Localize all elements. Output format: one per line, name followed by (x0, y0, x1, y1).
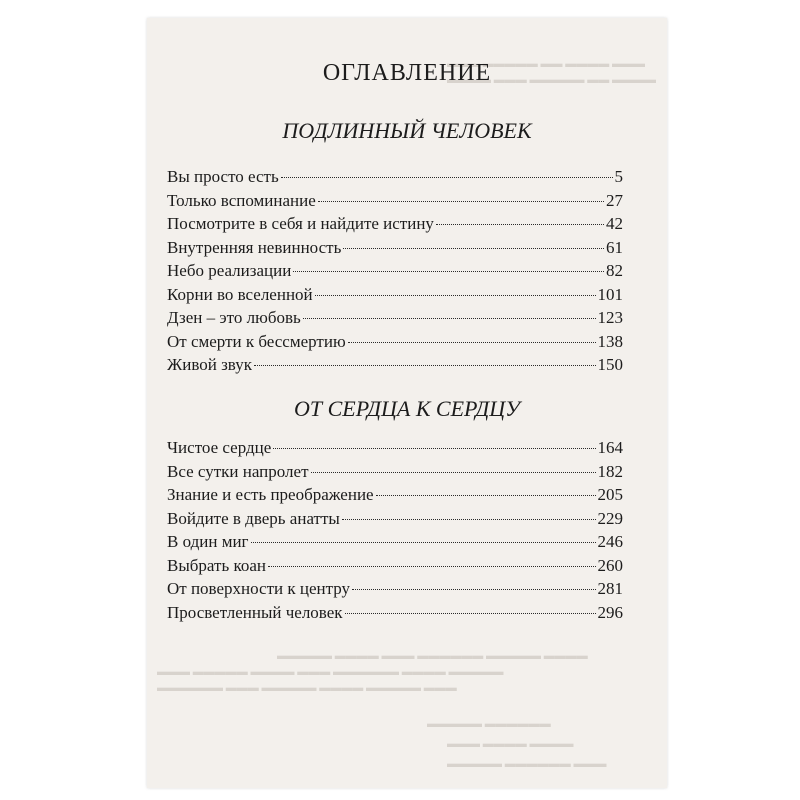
dot-leader (436, 224, 604, 225)
toc-entry[interactable] (167, 306, 623, 330)
dot-leader (251, 542, 596, 543)
toc-entry-title: Небо реализации (167, 261, 292, 280)
toc-entry-page: 260 (597, 555, 623, 575)
dot-leader (376, 495, 596, 496)
page-title: ОГЛАВЛЕНИЕ (322, 60, 492, 86)
toc-entry[interactable] (167, 189, 623, 213)
toc-entry[interactable] (167, 530, 623, 554)
bleed-through-decoration: ▬▬▬ ▬▬▬▬▬ ▬▬▬▬ ▬▬▬ ▬▬▬▬▬▬ ▬▬▬▬ ▬▬▬▬▬ (157, 666, 504, 678)
toc-entry[interactable] (167, 436, 623, 460)
section-heading-1: ПОДЛИННЫЙ ЧЕЛОВЕК (282, 118, 532, 143)
dot-leader (254, 365, 595, 366)
toc-entry-page: 42 (606, 214, 623, 233)
dot-leader (281, 177, 613, 178)
toc-entry-page: 123 (597, 308, 623, 327)
toc-entry-page: 150 (597, 355, 623, 374)
toc-entry-title: Внутренняя невинность (167, 237, 342, 257)
toc-entry-page: 101 (597, 284, 623, 304)
book-page (147, 18, 667, 788)
dot-leader (348, 342, 596, 343)
toc-entry[interactable] (167, 283, 623, 307)
toc-entry-page: 164 (597, 438, 623, 457)
dot-leader (303, 318, 596, 319)
dot-leader (343, 248, 604, 249)
dot-leader (345, 613, 596, 614)
toc-entry[interactable] (167, 259, 623, 283)
dot-leader (318, 201, 604, 202)
bleed-through-decoration: ▬▬▬▬▬ ▬▬▬▬▬▬ (427, 718, 551, 730)
toc-entry-title: Выбрать коан (167, 555, 266, 575)
toc-entry-page: 205 (597, 485, 623, 504)
toc-entry[interactable] (167, 212, 623, 236)
toc-entry-title: Вы просто есть (167, 167, 279, 186)
toc-entry-title: Корни во вселенной (167, 284, 313, 304)
toc-entry-title: В один миг (167, 532, 249, 551)
bleed-through-decoration: ▬▬▬▬▬▬ ▬▬▬ ▬▬▬▬▬ ▬▬▬▬ ▬▬▬▬▬ ▬▬▬ (157, 682, 457, 694)
bleed-through-decoration: ▬▬▬▬ ▬▬▬ ▬▬▬▬▬ ▬▬ ▬▬▬▬ (447, 74, 656, 86)
toc-entry[interactable] (167, 601, 623, 625)
bleed-through-decoration: ▬▬▬ ▬▬▬▬ ▬▬▬▬ (447, 738, 574, 750)
toc-entry[interactable] (167, 236, 623, 260)
toc-entry[interactable] (167, 577, 623, 601)
toc-list-2 (167, 436, 623, 624)
toc-entry-title: Знание и есть преображение (167, 485, 374, 504)
toc-list-1 (167, 165, 623, 377)
toc-entry-title: Дзен – это любовь (167, 308, 301, 327)
dot-leader (273, 448, 595, 449)
toc-entry-title: Живой звук (167, 355, 253, 374)
toc-entry-title: Чистое сердце (167, 438, 272, 457)
toc-entry-title: От поверхности к центру (167, 579, 351, 598)
toc-entry[interactable] (167, 353, 623, 377)
toc-entry-title: Войдите в дверь анатты (167, 508, 340, 528)
toc-entry-page: 296 (597, 602, 623, 622)
toc-entry-page: 246 (597, 532, 623, 551)
toc-entry-page: 27 (606, 190, 623, 210)
toc-entry[interactable] (167, 165, 623, 189)
toc-entry-title: Просветленный человек (167, 602, 343, 622)
toc-entry-page: 61 (606, 237, 623, 257)
toc-entry[interactable] (167, 483, 623, 507)
toc-entry-title: Посмотрите в себя и найдите истину (167, 214, 434, 233)
toc-entry[interactable] (167, 554, 623, 578)
toc-entry[interactable] (167, 507, 623, 531)
toc-entry-title: От смерти к бессмертию (167, 331, 346, 351)
dot-leader (342, 519, 596, 520)
dot-leader (352, 589, 595, 590)
toc-entry-title: Только вспоминание (167, 190, 316, 210)
dot-leader (268, 566, 596, 567)
dot-leader (293, 271, 604, 272)
bleed-through-decoration: ▬▬▬ ▬▬▬▬▬ ▬▬ ▬▬▬▬ ▬▬▬ (447, 58, 645, 70)
dot-leader (311, 472, 596, 473)
toc-entry-page: 229 (597, 508, 623, 528)
toc-entry-page: 138 (597, 331, 623, 351)
toc-entry-title: Все сутки напролет (167, 461, 309, 481)
toc-entry-page: 281 (597, 579, 623, 598)
toc-entry-page: 82 (606, 261, 623, 280)
dot-leader (315, 295, 596, 296)
toc-entry[interactable] (167, 330, 623, 354)
toc-entry-page: 182 (597, 461, 623, 481)
toc-entry[interactable] (167, 460, 623, 484)
section-heading-2: ОТ СЕРДЦА К СЕРДЦУ (294, 396, 520, 421)
bleed-through-decoration: ▬▬▬▬▬ ▬▬▬▬▬▬ ▬▬▬ (447, 758, 607, 770)
toc-entry-page: 5 (614, 167, 623, 186)
bleed-through-decoration: ▬▬▬▬▬ ▬▬▬▬ ▬▬▬ ▬▬▬▬▬▬ ▬▬▬▬▬ ▬▬▬▬ (277, 650, 588, 662)
